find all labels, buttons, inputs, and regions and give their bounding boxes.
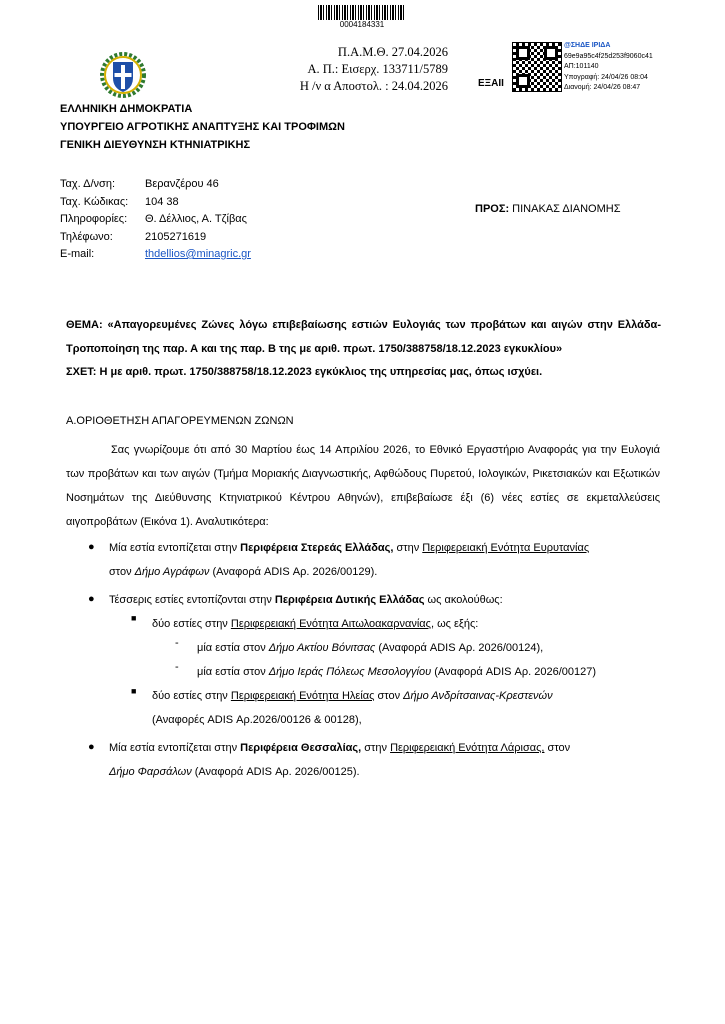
dash-item-mesologgi [197, 660, 661, 684]
zip-value: 104 38 [145, 195, 179, 208]
barcode-number: 0004184331 [339, 20, 385, 29]
regional-unit-name: Περιφερειακή Ενότητα Λάρισας, [390, 742, 545, 754]
regional-unit-name: Περιφερειακή Ενότητα Ηλείας [230, 690, 375, 702]
header-line-3: ΓΕΝΙΚΗ ΔΙΕΥΘΥΝΣΗ ΚΤΗΝΙΑΤΡΙΚΗΣ [60, 139, 251, 151]
list-item-dytiki [109, 588, 661, 612]
header-line-1: ΕΛΛΗΝΙΚΗ ΔΗΜΟΚΡΑΤΙΑ [60, 103, 193, 115]
sub-item-ileia [152, 684, 661, 732]
text: στην [361, 742, 391, 754]
header-line-2: ΥΠΟΥΡΓΕΙΟ ΑΓΡΟΤΙΚΗΣ ΑΝΑΠΤΥΞΗΣ ΚΑΙ ΤΡΟΦΙΜΩΝ [60, 121, 345, 133]
text: στην [393, 542, 423, 554]
address-label: Ταχ. Δ/νση: [60, 178, 116, 190]
bullet-icon: ● [88, 593, 95, 605]
signature-signed: Υπογραφή: 24/04/26 08:04 [564, 73, 648, 81]
ministry-header [60, 100, 345, 154]
municipality-name: Δήμο Αγράφων [134, 566, 210, 578]
text: δύο εστίες στην [152, 618, 231, 630]
recipient [475, 203, 621, 215]
ref-line-2: Α. Π.: Εισερχ. 133711/5789 [307, 62, 448, 76]
phone-value: 2105271619 [145, 230, 207, 243]
email-label: E-mail: [60, 248, 95, 260]
text: (Αναφορά ADIS Αρ. 2026/00127) [431, 666, 597, 678]
municipality-name: Δήμο Ανδρίτσαινας-Κρεστενών [403, 690, 553, 702]
text: μία εστία στον [197, 666, 269, 678]
exair-label: ΕΞΑΙΙ [478, 78, 504, 89]
list-item-thessalia [109, 736, 661, 784]
text: (Αναφορά ADIS Αρ. 2026/00125). [191, 766, 360, 778]
signature-block [564, 41, 653, 94]
signature-hash: 69e9a95c4f25d253f9060c41 [564, 52, 653, 60]
text: δύο εστίες στην [152, 690, 231, 702]
section-a-body [66, 438, 660, 534]
text: Μία εστία εντοπίζεται στην [109, 742, 241, 754]
subject: ΘΕΜΑ: «Απαγορευμένες Ζώνες λόγω επιβεβαίωσης εστιών Ευλογιάς των προβάτων και αιγών στην Ελλάδα-Τροποποίηση της παρ. Α και της παρ. Β της με αριθ. πρωτ. 1750/388758/18.12.2023 εγκυκλίου» [66, 319, 661, 355]
text: (Αναφορά ADIS Αρ. 2026/00129). [209, 566, 378, 578]
text: (Αναφορά ADIS Αρ. 2026/00124), [375, 642, 544, 654]
address-value: Βερανζέρου 46 [145, 178, 219, 190]
regional-unit-name: Περιφερειακή Ενότητα Αιτωλοακαρνανίας [230, 618, 431, 630]
list-item-sterea [109, 536, 661, 584]
text: , ως εξής: [430, 618, 479, 630]
text: στον [374, 690, 404, 702]
recipient-label: ΠΡΟΣ: [475, 203, 510, 215]
bullet-icon: ● [88, 741, 95, 753]
zip-label: Ταχ. Κώδικας: [60, 195, 129, 208]
greek-coat-of-arms-icon [100, 52, 146, 98]
regional-unit-name: Περιφερειακή Ενότητα Ευρυτανίας [422, 542, 590, 554]
dash-bullet-icon: - [175, 637, 179, 649]
municipality-name: Δήμο Φαρσάλων [109, 766, 192, 778]
ref-line-1: Π.Α.Μ.Θ. 27.04.2026 [337, 45, 448, 59]
text: στον [544, 742, 571, 754]
square-bullet-icon: ■ [131, 686, 137, 696]
municipality-name: Δήμο Ιεράς Πόλεως Μεσολογγίου [268, 666, 432, 678]
ref-line-3: Η /ν α Αποστολ. : 24.04.2026 [299, 79, 448, 93]
info-value: Θ. Δέλλιος, Α. Τζίβας [145, 213, 247, 225]
recipient-value: ΠΙΝΑΚΑΣ ΔΙΑΝΟΜΗΣ [512, 203, 621, 215]
contact-details [60, 176, 251, 264]
section-a-title: Α.ΟΡΙΟΘΕΤΗΣΗ ΑΠΑΓΟΡΕΥΜΕΝΩΝ ΖΩΝΩΝ [66, 415, 294, 427]
barcode [318, 5, 406, 20]
signature-ap: ΑΠ:101140 [564, 63, 599, 70]
qr-code [512, 42, 562, 92]
dash-bullet-icon: - [175, 661, 179, 673]
municipality-name: Δήμο Ακτίου Βόνιτσας [268, 642, 376, 654]
text: Μία εστία εντοπίζεται στην [109, 542, 241, 554]
text: Τέσσερις εστίες εντοπίζονται στην [109, 594, 275, 606]
region-name: Περιφέρεια Δυτικής Ελλάδας [274, 594, 425, 606]
region-name: Περιφέρεια Θεσσαλίας, [240, 742, 362, 754]
phone-label: Τηλέφωνο: [60, 230, 113, 243]
intro-paragraph: Σας γνωρίζουμε ότι από 30 Μαρτίου έως 14 Απριλίου 2026, το Εθνικό Εργαστήριο Αναφοράς για την Ευλογιά των προβάτων και των αιγών (Τμήμα Μοριακής Διαγνωστικής, Αφθώδους Πυρετού, Ιολογικών, Ρικετσιακών και Εξωτικών Νοσημάτων της Διεύθυνσης Κτηνιατρικού Κέντρου Αθηνών), επιβεβαίωσε έξι (6) νέες εστίες σε εκμεταλλεύσεις αιγοπροβάτων (Εικόνα 1). Αναλυτικότερα: [66, 444, 660, 528]
bullet-icon: ● [88, 541, 95, 553]
text: (Αναφορές ADIS Αρ.2026/00126 & 00128), [152, 714, 362, 726]
protocol-references [286, 44, 448, 95]
text: μία εστία στον [197, 642, 269, 654]
square-bullet-icon: ■ [131, 613, 137, 623]
region-name: Περιφέρεια Στερεάς Ελλάδας, [240, 542, 394, 554]
signature-system: @ΣΗΔΕ ΙΡΙΔΑ [564, 42, 611, 49]
text: στον [109, 566, 135, 578]
email-link[interactable]: thdellios@minagric.gr [145, 248, 251, 260]
signature-distributed: Διανομή: 24/04/26 08:47 [564, 84, 641, 91]
sub-item-aitoloakarnania [152, 612, 661, 636]
dash-item-aktio [197, 636, 661, 660]
info-label: Πληροφορίες: [60, 213, 128, 225]
text: ως ακολούθως: [424, 594, 503, 606]
reference-sxet: ΣΧΕΤ: Η με αριθ. πρωτ. 1750/388758/18.12.2023 εγκύκλιος της υπηρεσίας μας, όπως ισχύει. [66, 366, 543, 378]
